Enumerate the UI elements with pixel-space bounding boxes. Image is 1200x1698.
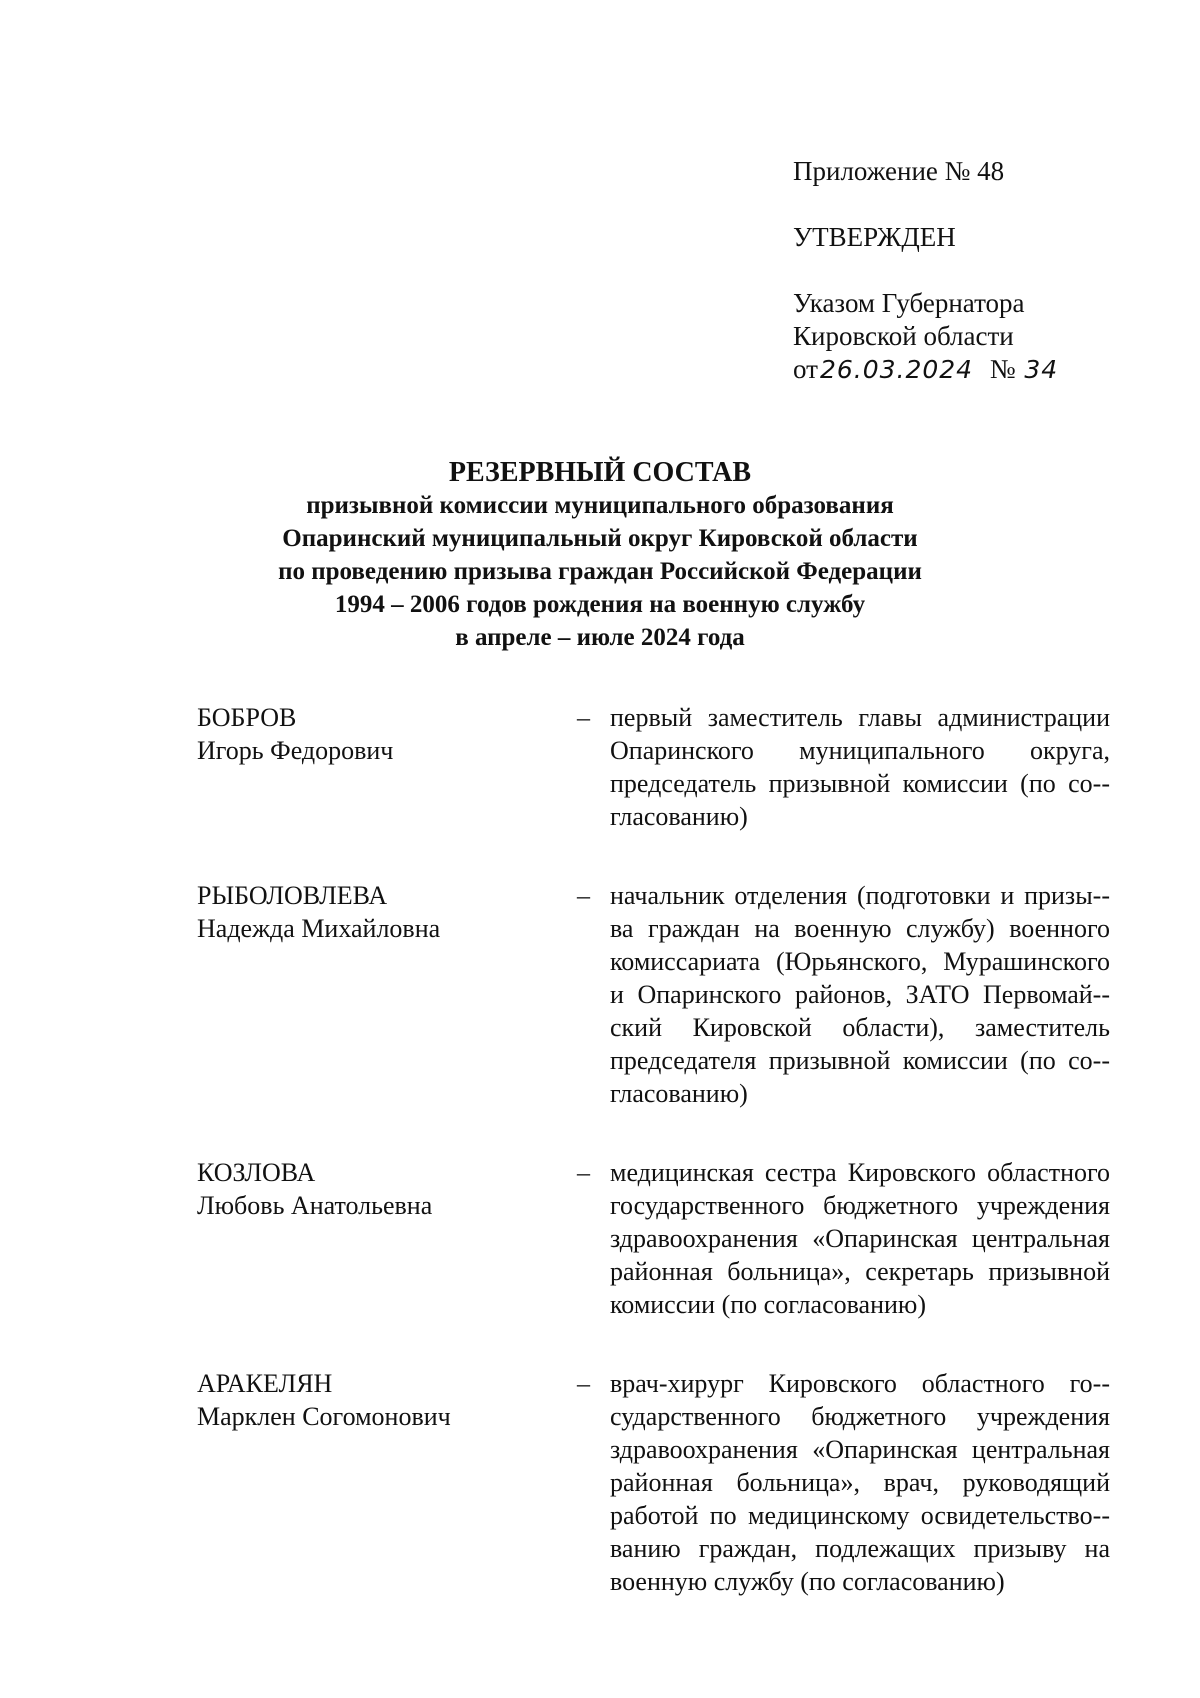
approved-by-line1: Указом Губернатора [793, 288, 1025, 318]
member-surname: РЫБОЛОВЛЕВА [197, 881, 388, 910]
member-given-name: Надежда Михайловна [197, 914, 441, 943]
document-title [0, 456, 1200, 654]
handwritten-number: 34 [1024, 355, 1059, 384]
member-dash: – [577, 1158, 590, 1187]
member-dash: – [577, 703, 590, 732]
member-name [197, 879, 557, 1110]
title-line: 1994 – 2006 годов рождения на военную службу [334, 591, 866, 618]
title-line: по проведению призыва граждан Российской Федерации [278, 558, 922, 585]
member-given-name: Марклен Согомонович [197, 1402, 451, 1431]
member-name [197, 701, 557, 833]
approved-by-line2: Кировской области [793, 321, 1014, 351]
member-role: первый заместитель главы администрации Опаринского муниципального округа, председатель призывной комиссии (по со-гласованию) [610, 703, 1110, 831]
member-surname: АРАКЕЛЯН [197, 1369, 333, 1398]
title-line: в апреле – июле 2024 года [455, 624, 745, 651]
member-role: медицинская сестра Кировского областного государственного бюджетного учреждения здравоохранения «Опаринская центральная районная больница», секретарь призывной комиссии (по согласованию) [610, 1158, 1110, 1319]
member-surname: КОЗЛОВА [197, 1158, 316, 1187]
decree-date-line [793, 353, 1058, 386]
date-prefix: от [793, 354, 818, 384]
member-surname: БОБРОВ [197, 703, 297, 732]
member-role: врач-хирург Кировского областного го-сударственного бюджетного учреждения здравоохранения «Опаринская центральная районная больница», врач, руководящий работой по медицинскому освидетельство-ванию граждан, подлежащих призыву на военную службу (по согласованию) [610, 1369, 1110, 1596]
member-entry [197, 879, 1110, 1110]
member-dash: – [577, 881, 590, 910]
title-line: призывной комиссии муниципального образования [306, 492, 894, 519]
number-prefix: № [989, 354, 1016, 384]
member-name [197, 1156, 557, 1321]
member-entry [197, 1367, 1110, 1598]
member-entry [197, 701, 1110, 833]
title-line: Опаринский муниципальный округ Кировской области [282, 525, 918, 552]
member-dash: – [577, 1369, 590, 1398]
member-given-name: Любовь Анатольевна [197, 1191, 433, 1220]
title-main: РЕЗЕРВНЫЙ СОСТАВ [448, 457, 752, 488]
members-list [197, 701, 1110, 1598]
member-role: начальник отделения (подготовки и призы-ва граждан на военную службу) военного комиссариата (Юрьянского, Мурашинского и Опаринского районов, ЗАТО Первомай-ский Кировской области), заместитель председателя призывной комиссии (по со-гласованию) [610, 881, 1110, 1108]
member-name [197, 1367, 557, 1598]
member-entry [197, 1156, 1110, 1321]
approved-label: УТВЕРЖДЕН [793, 222, 956, 252]
handwritten-date: 26.03.2024 [819, 355, 974, 384]
member-given-name: Игорь Федорович [197, 736, 394, 765]
appendix-number: Приложение № 48 [793, 156, 1005, 186]
approval-stamp [793, 155, 1058, 386]
